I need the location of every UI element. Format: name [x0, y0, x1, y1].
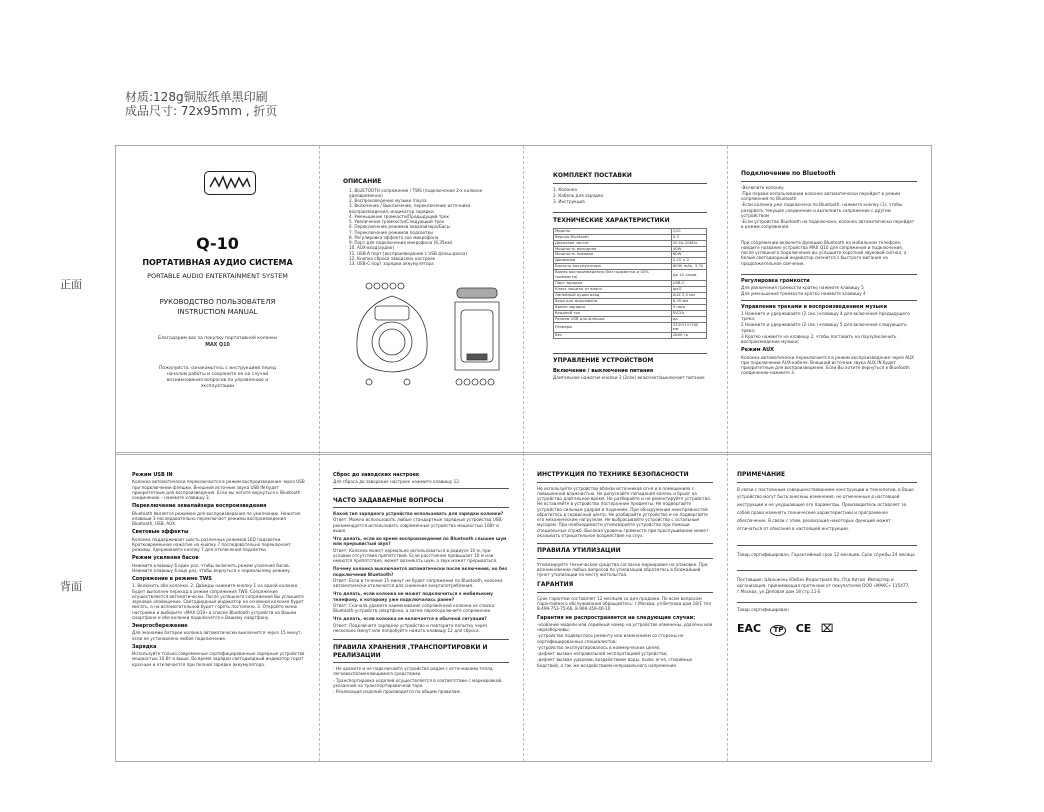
brand-logo: [204, 171, 256, 195]
spec-value: 6,35 мм: [671, 298, 706, 304]
management-heading: УПРАВЛЕНИЕ УСТРОЙСТВОМ: [553, 357, 654, 365]
manual-en: INSTRUCTION MANUAL: [177, 308, 258, 316]
list-item: - Реализация изделий производится по общим правилам.: [333, 689, 461, 694]
spec-name: Ёмкость аккумулятора: [554, 264, 672, 270]
reset-text: Для сброса до заводских настроек нажмите клавишу 12.: [333, 479, 461, 485]
list-item: -название модели или серийный номер на устройстве изменены, удалены или неразборчивы;: [537, 621, 713, 632]
table-row: [554, 270, 707, 281]
list-item: 8. Регулировка эффекта эхо микрофона: [349, 234, 439, 240]
spec-name: Вес: [554, 333, 672, 339]
spec-value: 80W: [671, 252, 706, 258]
ce-icon: CE: [795, 621, 812, 635]
bass-heading: Режим усиления басов: [132, 555, 199, 562]
brand-name: MAX Q10: [205, 343, 230, 348]
faq-question: Что делать, если колонка не может подключиться к мобильному телефону, к которому уже подключалась ранее?: [333, 591, 493, 602]
spec-size: 成品尺寸: 72x95mm , 折页: [125, 104, 278, 118]
back-panel-2: [319, 453, 523, 761]
list-item: 10. AUX-вход(аудио): [349, 245, 394, 251]
spec-value: 4 часа: [671, 304, 706, 310]
tws-text: 1. Включить обе колонки. 2. Дважды нажмите кнопку 1 на одной колонке. Будет выполнен переход в режим сопряжения TWS. Сопряжение осуществляется автоматически. После успешного сопряжения Вы услышите звуковое оповещение. Светодиодный индикатор на основной колонке будет мигать, а на вспомогательной будет гореть постоянно. 3. Откройте меню настройки и выберите «MAX Q10» в списке Bluetooth устройств на Вашем смартфоне и обе колонки подключатся к Вашему смартфону.: [132, 583, 304, 620]
speaker-side-illustration: [449, 284, 505, 388]
list-item: -Включите колонку: [741, 184, 784, 190]
spec-value: 8000 mAh, 3,7V: [671, 264, 706, 270]
front-sheet: [115, 145, 932, 455]
faq-question: Почему колонка выключается автоматически после включения, но без подключения Bluetooth?: [333, 566, 508, 577]
list-item: Для уменьшения громкости кратко нажмите клавишу 4: [741, 291, 866, 297]
spec-name: Версия Bluetooth: [554, 234, 672, 240]
list-item: -Если колонка уже подключена по Bluetooth, нажмите кнопку (1), чтобы разорвать текущее соединение и выполнить сопряжение с другим устройством: [741, 202, 903, 218]
list-item: 1. Колонка: [553, 186, 577, 192]
note-heading: ПРИМЕЧАНИЕ: [737, 471, 786, 478]
light-heading: Световые эффекты: [132, 529, 189, 536]
faq-answer: Ответ: Колонка может нормально использоваться в радиусе 10 м, при условии отсутствия препятствий. Если расстояние превышает 10 м или имеются препятствия, может возникать шум, а звук может прерываться.: [333, 547, 498, 563]
spec-name: Время зарядки: [554, 304, 672, 310]
bluetooth-heading: Подключение по Bluetooth: [741, 170, 836, 177]
list-item: 3. Включение / Выключение, переключение источника воспроизведения, индикатор зарядки: [349, 203, 471, 214]
spec-name: Линейный аудио вход: [554, 292, 672, 298]
tws-heading: Сопряжение в режиме TWS: [132, 576, 212, 582]
usb-text: Колонка автоматически переключается в режим воспроизведения через USB при подключении флешки. Внешний источник звука USB IN будет приоритетным для воспроизведения. Если вы хотите вернуться к Bluetooth соединению – нажмите клавишу 3.: [132, 479, 305, 500]
energy-heading: Энергосбережение: [132, 623, 188, 629]
aux-heading: Режим AUX: [741, 347, 774, 354]
list-item: 12. Кнопка сброса заводских настроек: [349, 255, 436, 261]
faq-question: Что делать, если во время воспроизведения по Bluetooth слышен шум или прерывистый звук?: [333, 536, 507, 547]
reset-heading: Сброс до заводских настроек: [333, 472, 420, 478]
kit-heading: КОМПЛЕКТ ПОСТАВКИ: [553, 172, 632, 179]
list-item: - Транспортировка изделий осуществляется в соответствии с маркировкой, указанной на транспортировочной таре.: [333, 677, 503, 688]
list-item: -дефект вызван неправильной эксплуатацией устройства;: [537, 651, 668, 656]
spec-value: 40W: [671, 246, 706, 252]
specs-panel: [523, 146, 727, 454]
utilization-heading: ПРАВИЛА УТИЛИЗАЦИИ: [537, 547, 621, 554]
eac-icon: EAC: [737, 621, 762, 635]
spec-value: 5.25 × 2: [671, 258, 706, 264]
speaker-front-illustration: [347, 278, 437, 388]
faq-answer: Ответ: Подключите зарядное устройство и повторите попытку через несколько минут или попробуйте нажать клавишу 12 для сброса.: [333, 622, 488, 633]
spec-name: Мощность выходная: [554, 246, 672, 252]
spec-name: Порт зарядки: [554, 281, 672, 287]
cert-text: Товар сертифицирован. Гарантийный срок 12 месяцев. Срок службы 24 месяца: [737, 552, 915, 558]
spec-name: Вход для микрофона: [554, 298, 672, 304]
title-en: PORTABLE AUDIO ENTERTAINMENT SYSTEM: [147, 272, 288, 280]
eq-text: Bluetooth является режимом для воспроизведения по умолчанию. Нажатие клавиши 3 последовательно переключает режимы воспроизведения Bluetooth, USB, AUX.: [132, 510, 301, 526]
back-panel-4: [727, 453, 931, 761]
spec-value: 2800 гр: [671, 333, 706, 339]
faq-heading: ЧАСТО ЗАДАВАЕМЫЕ ВОПРОСЫ: [333, 496, 444, 504]
back-label: 背面: [60, 580, 82, 593]
usb-heading: Режим USB IN: [132, 472, 173, 478]
back-sheet: [115, 452, 932, 762]
charge-heading: Зарядка: [132, 643, 157, 650]
safety-heading: ИНСТРУКЦИЯ ПО ТЕХНИКЕ БЕЗОПАСНОСТИ: [537, 471, 689, 478]
list-item: 7. Переключение режимов подсветки: [349, 229, 433, 235]
weee-bin-icon: ⌧: [820, 621, 834, 635]
faq-answer: Ответ: Сначала удалите наименование сопряжённой колонки из списка Bluetooth-устройств смартфона, а затем переподключите сопряжение.: [333, 602, 495, 613]
list-item: 9. Порт для подключения микрофона (6,35мм): [349, 240, 453, 245]
certified-text: Товар сертифицирован: [737, 606, 789, 612]
faq-answer: Ответ: Если в течение 15 минут не будет сопряжения по Bluetooth, колонка автоматически отключится для снижения энергопотребления.: [333, 577, 503, 588]
tracks-heading: Управление треками и воспроизведением музыки: [741, 303, 888, 310]
spec-name: Входной ток: [554, 310, 672, 316]
tp-icon: TP: [770, 625, 786, 636]
list-item: 1. BLUETOOTH сопряжение / TWS (подключение 2-х колонок одновременно): [349, 187, 483, 198]
table-row: [554, 322, 707, 333]
spec-value: До 10 часов: [671, 270, 706, 281]
spec-value: да: [671, 316, 706, 322]
warranty-text: Срок гарантии составляет 12 месяцев со дня продажи. По всем вопросам гарантийного обслуживания обращайтесь: г.Москва, ул.Веткова дом 18/1 тел 8-499-753-75-66, 8-969-359-40-10: [537, 595, 712, 612]
description-panel: [319, 146, 523, 454]
description-list: [343, 188, 503, 267]
eq-heading: Переключение эквалайзера воспроизведения: [132, 503, 267, 510]
list-item: -устройство подверглось ремонту или изменениям со стороны не сертифицированных специалистов;: [537, 633, 684, 644]
no-warranty-heading: Гарантия не распространяется на следующие случаи:: [537, 614, 696, 621]
spec-value: 333*211*190 мм: [671, 322, 706, 333]
spec-value: 5.3: [671, 234, 706, 240]
list-item: -устройство эксплуатировалось в коммерческих целях;: [537, 644, 661, 650]
list-item: 3. Инструкция: [553, 199, 585, 204]
bass-text: Нажмите клавишу 6 один раз, чтобы включить режим усиления басов. Нажмите клавишу 6 еще раз, чтобы вернуться к нормальному режиму.: [132, 562, 292, 573]
spec-value: AUX 3,5 мм: [671, 292, 706, 298]
energy-text: Для экономии батареи колонка автоматически выключится через 15 минут, если не установлено любое подключение.: [132, 630, 302, 641]
bluetooth-paragraph: При сопряжении включите функцию Bluetooth на мобильном телефоне, найдите название устройства MAX Q10 для сопряжения и подключения, после успешного подключения вы услышите короткий звуковой сигнал, а белый светодиодный индикатор сменится с быстрого мигания на продолжительное свечение.: [741, 239, 907, 266]
back-panel-3: [523, 453, 727, 761]
list-item: -дефект вызван ударами, воздействием воды, пыли, огня, стихийных бедствий, а так же воздействием неправильного напряжения.: [537, 657, 693, 668]
cert-marks: [737, 622, 917, 636]
spec-name: Модель: [554, 228, 672, 234]
back-panel-1: [116, 453, 319, 761]
spec-name: Время воспроизведения (без подсветки и 50% громкости): [554, 270, 672, 281]
bluetooth-panel: [727, 146, 931, 454]
charge-text: Используйте только современные сертифицированные зарядные устройства мощностью 10 Вт и выше. Во время зарядки светодиодный индикатор горит красным и отключается при полной зарядке аккумулятора.: [132, 651, 305, 667]
tech-heading: ТЕХНИЧЕСКИЕ ХАРАКТЕРИСТИКИ: [553, 217, 670, 225]
tech-table: [553, 228, 707, 340]
list-item: 2. Кабель для зарядки: [553, 192, 604, 198]
list-item: 2 Нажмите и удерживайте (2 сек.) клавишу 5 для включения следующего трека;: [741, 322, 907, 333]
faq-answer: Ответ: Можно использовать любые стандартные зарядные устройства USB, рекомендуется использовать современные устройства мощностью 10Вт и выше.: [333, 517, 503, 533]
spec-name: Мощность пиковая: [554, 252, 672, 258]
title-ru: ПОРТАТИВНАЯ АУДИО СИСТЕМА: [142, 258, 293, 267]
manual-ru: РУКОВОДСТВО ПОЛЬЗОВАТЕЛЯ: [159, 298, 276, 306]
list-item: - Не храните и не подключайте устройство рядом с источниками тепла, легковоспламеняющимися средствами.: [333, 666, 494, 677]
description-heading: ОПИСАНИЕ: [343, 178, 382, 185]
spec-name: Класс защиты от влаги: [554, 286, 672, 292]
cover-panel: [116, 146, 319, 454]
faq-question: Какой тип зарядного устройства использовать для зарядки колонки?: [333, 511, 504, 516]
list-item: Для увеличения громкости кратко нажмите клавишу 5: [741, 285, 864, 290]
warranty-heading: ГАРАНТИЯ: [537, 581, 574, 589]
spec-material: 材质:128g铜版纸单黑印刷: [125, 90, 268, 104]
storage-heading: ПРАВИЛА ХРАНЕНИЯ ,ТРАНСПОРТИРОВКИ И РЕАЛИЗАЦИИ: [333, 644, 488, 659]
faq-question: Что делать, если колонка не включается в обычной ситуации?: [333, 616, 487, 622]
volume-heading: Регулировка громкости: [741, 277, 810, 284]
spec-name: Размеры: [554, 322, 672, 333]
spec-value: 50 Hz-20KHz: [671, 240, 706, 246]
intro-note: Пожалуйста, ознакомьтесь с инструкцией перед началом работы и сохраните ее на случай возникновения вопросов по управлению и эксплуатации: [158, 366, 277, 390]
table-row: [554, 333, 707, 339]
power-subheading: Включение / выключение питания: [553, 367, 654, 374]
spec-value: Q10: [671, 228, 706, 234]
light-text: Колонка поддерживает шесть различных режимов LED подсветки. Кратковременное нажатие на кнопку 7 последовательно переключает режимы. Удерживайте кнопку 7 для отключения подсветки.: [132, 536, 291, 552]
spec-value: IpxО: [671, 286, 706, 292]
front-label: 正面: [60, 278, 82, 291]
list-item: 11. USB-A порт (воспроизведение с USB флеш-диска): [349, 250, 468, 256]
list-item: -Если устройство Bluetooth не подключено, колонка автоматически перейдет в режим сопряжения.: [741, 219, 915, 230]
spec-name: Динамики: [554, 258, 672, 264]
aux-text: Колонка автоматически переключается в режим воспроизведения через AUX при подключении AUX-кабеля. Внешний источник звука AUX IN будет приоритетным для воспроизведения. Если Вы хотите вернуться к Bluetooth соединению-нажмите 3.: [741, 354, 915, 376]
supplier-text: Поставщик: Шаньжэнь Юнбэн Индастриал Ко.,Лтд Китай. Импортер и организация, принимающая претензии от покупателей ООО «МАКС» 115477, г.Москва, ул.Деловая дом 18 стр.11-E: [737, 576, 910, 595]
list-item: 4. Уменьшение громкости/Предыдущий трек: [349, 213, 450, 219]
list-item: 2. Воспроизведение музыки /пауза: [349, 198, 427, 203]
list-item: 1 Нажмите и удерживайте (2 сек.) клавишу 4 для включения предыдущего трека;: [741, 310, 910, 321]
list-item: 6. Переключение режимов эквалайзера/Басы: [349, 224, 450, 230]
safety-text: Не используйте устройство вблизи источников огня и в помещениях с повышенной влажностью. Не допускайте попадания капель и брызг на устройство длительное время. Не разбирайте и не ремонтируйте устройство. Не вставляйте в устройство посторонние предметы. Не подвергайте устройство сильным ударам и падениям. При обнаружении неисправностей обратитесь в сервисный центр. Не разбирайте устройство и не подвергайте его механическим нагрузкам. Не выбрасывайте устройство с остальным мусором. При необходимости утилизируйте устройство при помощи специальных служб. Высокая уровень громкости при прослушивании может оказывать отрицательное воздействие на слух.: [537, 485, 712, 538]
list-item: -При первом использовании колонка автоматически перейдет в режим сопряжения по Bluetooth: [741, 190, 901, 201]
spec-name: Разъем USB для флешки: [554, 316, 672, 322]
utilization-text: Утилизируйте технические средства согласно маркировке на упаковке. При возникновении любых вопросов по утилизации обратитесь в ближайший пункт утилизации по месту жительства.: [537, 561, 708, 577]
power-text: Длительное нажатие кнопки 3 (2сек) включает/выключает питание: [553, 375, 705, 381]
list-item: 3 Кратко нажмите на клавишу 2, чтобы поставить на паузу/включить воспроизведение музыки;: [741, 333, 897, 344]
list-item: 13. USB-C порт зарядки аккумулятора: [349, 261, 434, 266]
list-item: 5. Увеличение громкости/Следующий трек: [349, 219, 445, 224]
spec-value: 5V/2A: [671, 310, 706, 316]
spec-value: USB-C: [671, 281, 706, 287]
note-text: В связи с постоянным совершенствованием конструкции и технологии, в Ваше устройство могут быть внесены изменения, не отмеченные в настоящей инструкции и не ухудшающие его параметры. Производитель оставляет за собой право изменять технические характеристики и программное обеспечение. В связи с этим, реализация некоторых функций может отличаться от описания в настоящей инструкции.: [737, 486, 914, 532]
spec-name: Диапазон частот: [554, 240, 672, 246]
thanks-text: Благодарим вас за покупку портативной колонки: [158, 336, 277, 341]
model-title: Q-10: [196, 234, 239, 253]
